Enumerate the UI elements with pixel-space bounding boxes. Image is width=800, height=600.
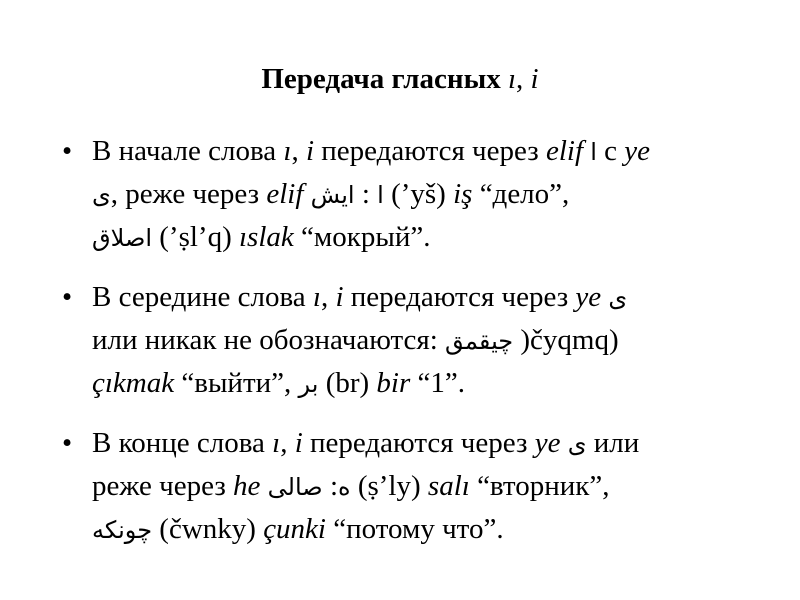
body-text: “1”. xyxy=(410,367,466,399)
body-text: “вторник”, xyxy=(469,470,610,502)
body-text: (ṣ’ly) xyxy=(350,470,428,502)
title-comma: , xyxy=(516,63,524,95)
bullet-item xyxy=(62,276,782,405)
title-text: Передача гласных xyxy=(261,63,501,95)
bullet-line xyxy=(92,362,782,405)
title-vowel-1: ı xyxy=(507,63,517,95)
bullet-list xyxy=(62,130,782,568)
transliteration-text: elif xyxy=(545,135,583,167)
body-text: “выйти”, xyxy=(174,367,299,399)
body-text: , xyxy=(291,135,306,167)
transliteration-text: ye xyxy=(534,427,561,459)
bullet-item xyxy=(62,422,782,551)
transliteration-text: ye xyxy=(624,135,651,167)
bullet-item xyxy=(62,130,782,259)
arabic-script-text: ه xyxy=(338,473,351,501)
body-text: (’yš) xyxy=(383,178,454,210)
body-text: (čwnky) xyxy=(152,513,264,545)
transliteration-text: çunki xyxy=(263,513,326,545)
transliteration-text: ye xyxy=(575,281,602,313)
body-text: “дело”, xyxy=(472,178,570,210)
transliteration-text: i xyxy=(335,281,344,313)
body-text: , реже через xyxy=(110,178,267,210)
arabic-script-text: ی xyxy=(608,284,628,312)
body-text: В середине слова xyxy=(92,281,313,313)
transliteration-text: çıkmak xyxy=(92,367,175,399)
arabic-script-text: چونکه xyxy=(92,516,153,544)
body-text: реже через xyxy=(92,470,234,502)
title-vowel-2: i xyxy=(530,63,539,95)
arabic-script-text: اصلاق xyxy=(92,224,152,252)
bullet-marker-icon: • xyxy=(62,281,73,313)
bullet-line xyxy=(92,216,782,259)
transliteration-text: ı xyxy=(283,135,292,167)
body-text: : xyxy=(354,178,378,210)
body-text xyxy=(260,470,267,502)
bullet-marker-icon: • xyxy=(62,427,73,459)
transliteration-text: elif xyxy=(266,178,304,210)
body-text: “потому что”. xyxy=(326,513,504,545)
arabic-script-text: صالی xyxy=(267,473,323,501)
body-text: или никак не обозначаются: xyxy=(92,324,446,356)
bullet-marker-icon: • xyxy=(62,135,73,167)
arabic-script-text: بر xyxy=(298,370,319,398)
bullet-line xyxy=(92,173,782,216)
bullet-line xyxy=(92,319,782,362)
body-text: : xyxy=(322,470,338,502)
arabic-script-text: ا xyxy=(377,181,384,209)
transliteration-text: ı xyxy=(312,281,321,313)
body-text: передаются через xyxy=(343,281,576,313)
transliteration-text: i xyxy=(294,427,303,459)
bullet-line xyxy=(92,276,782,319)
body-text: с xyxy=(596,135,625,167)
transliteration-text: bir xyxy=(376,367,411,399)
body-text: “мокрый”. xyxy=(293,221,431,253)
transliteration-text: salı xyxy=(427,470,470,502)
transliteration-text: ı xyxy=(272,427,281,459)
body-text: (’ṣl’q) xyxy=(152,221,239,253)
transliteration-text: he xyxy=(233,470,261,502)
transliteration-text: ıslak xyxy=(238,221,294,253)
arabic-script-text: ایش xyxy=(310,181,355,209)
body-text: передаются через xyxy=(302,427,535,459)
bullet-line xyxy=(92,422,782,465)
bullet-line xyxy=(92,130,782,173)
body-text: или xyxy=(586,427,640,459)
arabic-script-text: ی xyxy=(567,430,587,458)
arabic-script-text: چیقمق xyxy=(445,327,514,355)
body-text: В начале слова xyxy=(92,135,284,167)
arabic-script-text: ا xyxy=(590,138,597,166)
body-text: )čyqmq) xyxy=(513,324,619,356)
bullet-line xyxy=(92,465,782,508)
body-text: В конце слова xyxy=(92,427,273,459)
transliteration-text: iş xyxy=(453,178,473,210)
body-text: , xyxy=(320,281,336,313)
bullet-line xyxy=(92,508,782,551)
slide-title xyxy=(0,62,800,96)
body-text xyxy=(303,178,310,210)
body-text: (br) xyxy=(318,367,377,399)
body-text xyxy=(560,427,567,459)
body-text: передаются через xyxy=(314,135,546,167)
transliteration-text: i xyxy=(305,135,315,167)
arabic-script-text: ی xyxy=(92,181,111,209)
body-text: , xyxy=(280,427,295,459)
